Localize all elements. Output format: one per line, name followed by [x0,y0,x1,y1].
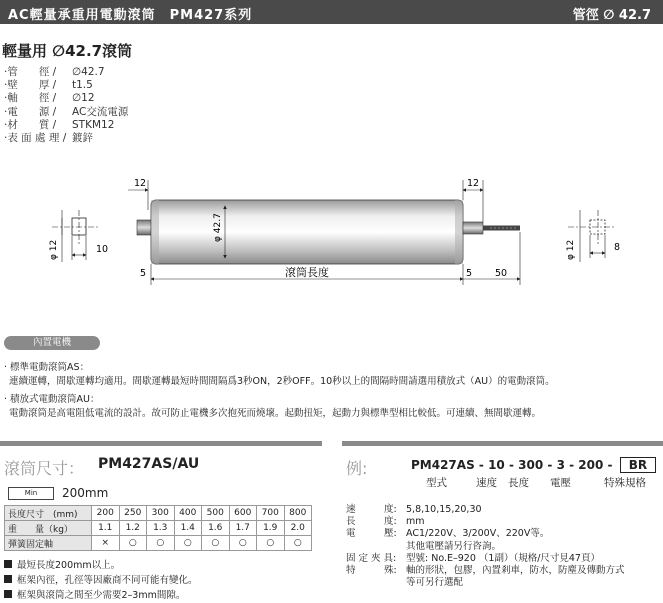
internal-motor-badge: 內置電機 [4,336,100,350]
spec-value: t1.5 [72,79,93,92]
bullet-text: 框架內徑，孔徑等因廠商不同可能有變化。 [17,575,198,586]
spec-row [346,528,625,540]
model-separator: - [607,458,613,472]
spec-value: AC1/220V、3/200V、220V等。 [406,528,550,540]
spec-value: ∅42.7 [72,66,105,78]
dim-5-left: 5 [140,268,147,279]
table-row [5,536,312,551]
header-bar [0,0,663,24]
left-phi12-label: φ 12 [49,239,59,260]
roller-drawing [0,170,663,290]
dim-12-left: 12 [134,178,147,189]
spec-row [346,577,625,589]
model-part-speed: 10 [488,458,505,472]
note-as-title: ‧ 標準電動滾筒AS： [4,362,90,373]
table-cell: 1.7 [229,521,257,536]
left-10-label: 10 [96,244,109,255]
section-divider-right [342,441,663,446]
min-length [8,486,108,500]
table-header-cell: 長度尺寸 (mm) [5,506,92,521]
spec-row [4,106,128,119]
table-cell: 700 [257,506,285,521]
right-end-view [566,210,620,262]
length-weight-table [4,505,312,551]
square-bullet-icon [4,560,12,568]
table-cell: 1.1 [92,521,120,536]
note-au-title: ‧ 積放式電動滾筒AU： [4,394,100,405]
table-cell: 500 [202,506,230,521]
spec-value: ∅12 [72,92,95,105]
table-cell: × [92,536,120,551]
roller-length-label: 滾筒長度 [285,266,329,279]
model-separator: - [547,458,553,472]
spec-row [4,66,128,79]
table-cell: ○ [257,536,285,551]
spec-label: 速 度: [346,504,397,515]
table-cell: 600 [229,506,257,521]
spec-value: 軸的形狀，包膠，內置剎車，防水，防塵及傳動方式 [406,565,625,577]
roller-size-model: PM427AS/AU [98,456,200,472]
model-separator: - [569,458,575,472]
spec-row [4,119,128,132]
min-length-value: 200mm [62,486,109,500]
spec-value: 等可另行選配 [406,577,464,589]
spec-label: ‧材 質 / [4,118,57,131]
left-end-view [49,210,108,262]
spec-value: STKM12 [72,118,115,131]
spec-label: ‧壁 厚 / [4,79,57,92]
table-cell: 400 [174,506,202,521]
model-part-extra: 200 [578,458,604,472]
dim-5-right: 5 [466,268,473,279]
right-phi12-label: φ 12 [566,239,576,260]
table-cell: ○ [147,536,175,551]
min-length-icon-label: Min [24,488,38,497]
table-header-cell: 彈簧固定軸 [5,536,92,551]
model-separator: - [508,458,514,472]
spec-label: ‧管 徑 / [4,66,57,78]
note-au-body: 電動滾筒是高電阻低電流的設計。故可防止電機多次抱死而燒壞。起動扭矩，起動力與標準型相比較低。可連續、無間歇運轉。 [9,408,542,419]
spec-label: 長 度: [346,516,397,528]
spec-list [4,66,128,145]
model-separator: - [478,458,484,472]
table-cell: 800 [284,506,312,521]
spec-value: AC交流電源 [72,105,129,118]
table-cell: ○ [229,536,257,551]
model-sub-label: 長度 [508,477,529,489]
spec-row [346,516,625,528]
spec-row [4,92,128,105]
table-cell: 250 [119,506,147,521]
model-sub-label: 電壓 [550,477,571,489]
header-title: AC輕量承重用電動滾筒 PM427系列 [8,8,253,23]
note-as-body: 連續運轉，間歇運轉均適用。間歇運轉最短時間間隔爲3秒ON，2秒OFF。10秒以上的間隔時間請選用積放式（AU）的電動滾筒。 [9,376,555,387]
section-divider-left [0,441,322,446]
table-row [5,506,312,521]
model-part-voltage: 3 [556,458,565,472]
example-title: 例: [346,459,368,478]
spec-row [346,565,625,577]
table-cell: 300 [147,506,175,521]
min-length-icon [8,487,54,500]
model-sub-label: 特殊規格 [604,477,646,489]
table-cell: 2.0 [284,521,312,536]
table-cell: 1.9 [257,521,285,536]
spec-label-empty [346,541,406,553]
model-sub-label: 型式 [426,477,447,489]
spec-value: 鍍鋅 [72,132,93,145]
spec-row [346,553,625,565]
square-bullet-icon [4,590,12,598]
spec-row [4,132,128,145]
spec-row [346,504,625,516]
bullet-text: 最短長度200mm以上。 [17,560,121,571]
bullet-note [4,587,185,601]
dim-12-right: 12 [467,178,480,189]
spec-label: ‧軸 徑 / [4,92,57,105]
table-cell: 1.3 [147,521,175,536]
square-bullet-icon [4,575,12,583]
table-cell: 1.2 [119,521,147,536]
roller-side-view [128,178,520,285]
spec-label-empty [346,577,406,589]
spec-value: 5,8,10,15,20,30 [406,504,482,515]
table-cell: ○ [202,536,230,551]
table-cell: ○ [174,536,202,551]
dim-50: 50 [495,268,508,279]
table-cell: ○ [284,536,312,551]
dim-phi42-7: φ 42.7 [213,213,223,242]
spec-label: 電 壓: [346,528,397,540]
bullet-note [4,572,198,586]
spec-value: 其他電壓請另行咨詢。 [406,540,502,552]
bullet-note [4,557,120,571]
spec-label: 固 定 夾 具: [346,552,397,564]
table-row [5,521,312,536]
table-cell: 1.4 [174,521,202,536]
spec-row [346,541,625,553]
table-header-cell: 重 量（kg） [5,521,92,536]
model-option-box: BR [620,457,656,473]
header-pipe-diameter: 管徑 ∅ 42.7 [572,8,651,23]
spec-label: ‧電 源 / [4,105,57,118]
spec-value: 型號: No.E–920 （1副）（規格/尺寸見47頁） [406,552,600,564]
table-cell: 200 [92,506,120,521]
model-sub-label: 速度 [476,477,497,489]
roller-size-title: 滾筒尺寸： [4,459,85,478]
spec-label: 特 殊: [346,565,397,577]
right-8-label: 8 [614,242,621,253]
bullet-text: 框架與滾筒之間至少需要2–3mm間隙。 [17,590,186,601]
spec-value: mm [406,516,425,528]
model-part-length: 300 [518,458,544,472]
table-cell: ○ [119,536,147,551]
table-cell: 1.6 [202,521,230,536]
example-spec-list [346,504,625,589]
example-model-code [411,457,656,473]
page-heading: 輕量用 ∅42.7滾筒 [2,42,133,60]
spec-label: ‧表 面 處 理 / [4,132,67,145]
model-part-type: PM427AS [411,458,475,472]
spec-row [4,79,128,92]
